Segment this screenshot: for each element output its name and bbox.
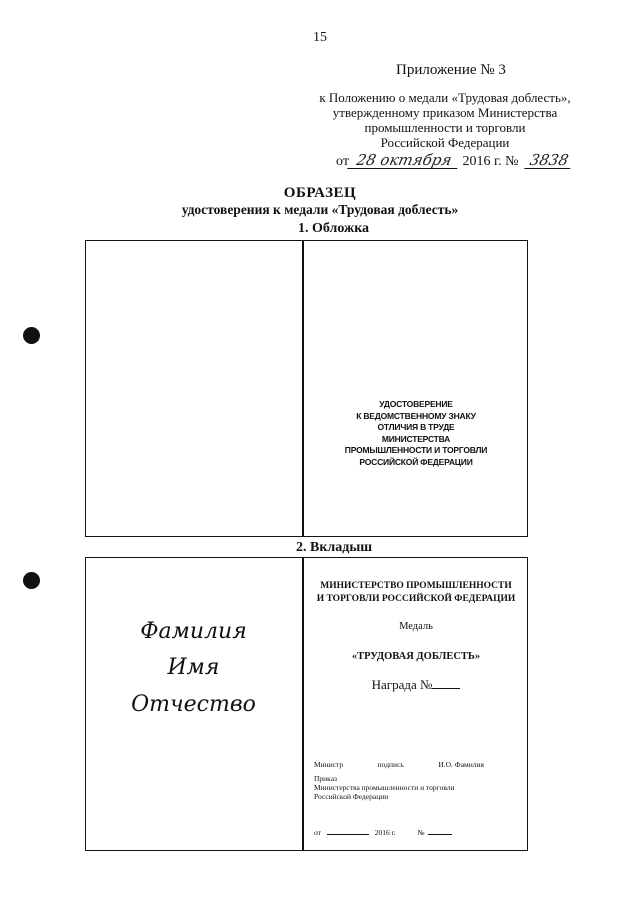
patronymic-placeholder: Отчество [131,692,256,717]
award-label: Награда № [371,677,433,692]
ministry-line-2: И ТОРГОВЛИ РОССИЙСКОЙ ФЕДЕРАЦИИ [316,594,516,604]
order-line-1: Приказ [314,774,338,783]
signature-row [314,760,484,769]
reference-line-3: промышленности и торговли [364,120,526,135]
surname-placeholder: Фамилия [140,619,247,644]
reference-line-2: утвержденному приказом Министерства [332,105,558,120]
cover-line: ОТЛИЧИЯ В ТРУДЕ [377,422,455,432]
handwritten-date: 28 октября [347,152,461,169]
binder-hole-mark [23,327,40,344]
handwritten-order-number: 3838 [524,152,574,169]
award-number-blank [432,676,460,689]
cover-line: РОССИЙСКОЙ ФЕДЕРАЦИИ [359,456,473,467]
reference-line-1: к Положению о медали «Трудовая доблесть», [319,90,571,105]
cover-text [305,399,527,468]
order-number-sign: № [417,828,425,837]
regulation-reference [300,90,590,150]
order-year-label: 2016 г. [374,828,396,837]
insert-fold-line [302,557,304,851]
section-insert-title: 2. Вкладыш [296,540,373,555]
order-date-blank [327,826,369,835]
section-cover-title: 1. Обложка [298,221,370,236]
order-date-line [336,152,572,170]
order-line-2: Министерства промышленности и торговли [314,783,455,792]
cover-fold-line [302,240,304,537]
minister-label: Министр [314,760,344,769]
sample-title: ОБРАЗЕЦ [283,185,357,201]
order-from-label: от [314,828,321,837]
binder-hole-mark [23,572,40,589]
name-placeholder: Имя [167,655,220,680]
appendix-title: Приложение № 3 [396,62,506,78]
cover-line: ПРОМЫШЛЕННОСТИ И ТОРГОВЛИ [344,445,488,455]
medal-name: «ТРУДОВАЯ ДОБЛЕСТЬ» [351,651,481,662]
cover-line: К ВЕДОМСТВЕННОМУ ЗНАКУ [356,410,476,421]
sample-subtitle: удостоверения к медали «Трудовая доблесть» [181,202,459,217]
order-number-blank [428,826,452,835]
date-prefix: от [336,154,349,169]
medal-label: Медаль [399,621,433,632]
order-line-3: Российской Федерации [314,792,389,801]
cover-line: МИНИСТЕРСТВА [381,433,451,444]
date-year: 2016 г. № [462,154,519,169]
cover-frame [85,240,528,537]
order-date-row [314,826,452,837]
ministry-line-1: МИНИСТЕРСТВО ПРОМЫШЛЕННОСТИ [320,581,512,591]
page-number: 15 [313,30,327,45]
reference-line-4: Российской Федерации [380,135,510,150]
cover-line: УДОСТОВЕРЕНИЕ [379,399,453,409]
award-number-line [305,676,527,693]
order-reference [314,774,455,801]
ministry-name [305,580,527,606]
initials-label: И.О. Фамилия [438,760,484,769]
signature-label: подпись [377,760,404,769]
